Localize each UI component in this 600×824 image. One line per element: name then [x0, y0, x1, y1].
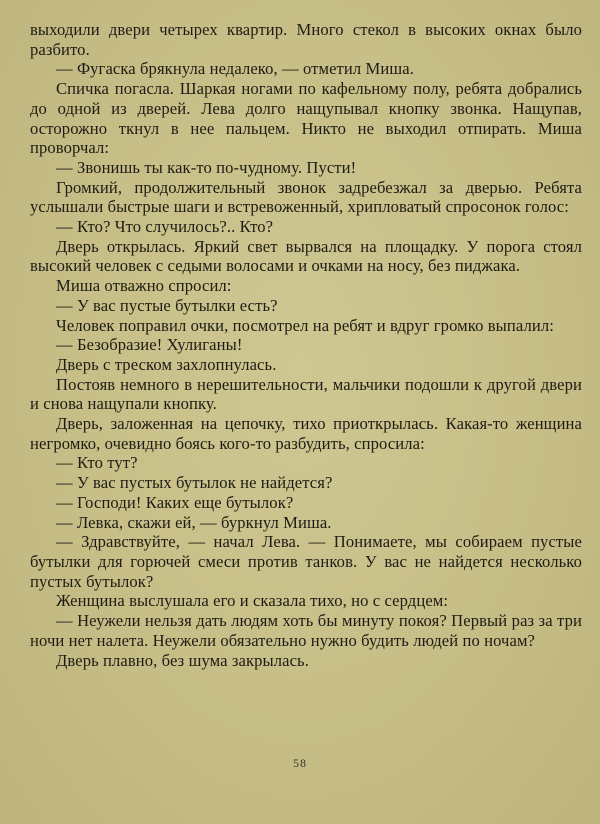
- paragraph-16: — У вас пустых бутылок не найдется?: [56, 473, 333, 493]
- paragraph-3: Спичка погасла. Шаркая ногами по кафельному полу, ребята добрались до одной из дверей. Лева долго нащупывал кнопку звонка. Нащупав, осторожно ткнул в нее пальцем. Никто не выходил отпирать. Миша проворчал:: [30, 79, 582, 158]
- paragraph-21: — Неужели нельзя дать людям хоть бы минуту покоя? Первый раз за три ночи нет налета. Неужели обязательно нужно будить людей по ночам?: [30, 611, 582, 650]
- paragraph-4: — Звонишь ты как-то по-чудному. Пусти!: [56, 157, 357, 177]
- paragraph-2: — Фугаска брякнула недалеко, — отметил Миша.: [56, 59, 414, 79]
- paragraph-5: Громкий, продолжительный звонок задребезжал за дверью. Ребята услышали быстрые шаги и встревоженный, хрипловатый спросонок голос:: [30, 177, 582, 217]
- paragraph-7: Дверь открылась. Яркий свет вырвался на площадку. У порога стоял высокий человек с седыми волосами и очками на носу, без пиджака.: [30, 236, 582, 276]
- page-number: 58: [293, 756, 307, 770]
- paragraph-11: — Безобразие! Хулиганы!: [56, 335, 243, 355]
- paragraph-19: — Здравствуйте, — начал Лева. — Понимаете, мы собираем пустые бутылки для горючей смеси против танков. У вас не найдется несколько пустых бутылок?: [30, 532, 582, 591]
- paragraph-9: — У вас пустые бутылки есть?: [56, 295, 278, 315]
- paragraph-20: Женщина выслушала его и сказала тихо, но с сердцем:: [56, 591, 449, 611]
- paragraph-12: Дверь с треском захлопнулась.: [56, 354, 277, 374]
- paragraph-6: — Кто? Что случилось?.. Кто?: [56, 217, 274, 237]
- paragraph-10: Человек поправил очки, посмотрел на ребят и вдруг громко выпалил:: [56, 315, 554, 335]
- paragraph-15: — Кто тут?: [56, 453, 138, 473]
- paragraph-22: Дверь плавно, без шума закрылась.: [56, 650, 309, 670]
- paragraph-1: выходили двери четырех квартир. Много стекол в высоких окнах было разбито.: [30, 20, 582, 59]
- paragraph-14: Дверь, заложенная на цепочку, тихо приоткрылась. Какая-то женщина негромко, очевидно боясь кого-то разбудить, спросила:: [30, 414, 582, 453]
- paragraph-8: Миша отважно спросил:: [56, 276, 232, 296]
- paragraph-13: Постояв немного в нерешительности, мальчики подошли к другой двери и снова нащупали кнопку.: [30, 374, 582, 414]
- paragraph-17: — Господи! Каких еще бутылок?: [56, 492, 294, 512]
- paragraph-18: — Левка, скажи ей, — буркнул Миша.: [56, 512, 332, 532]
- page-text: [30, 20, 582, 670]
